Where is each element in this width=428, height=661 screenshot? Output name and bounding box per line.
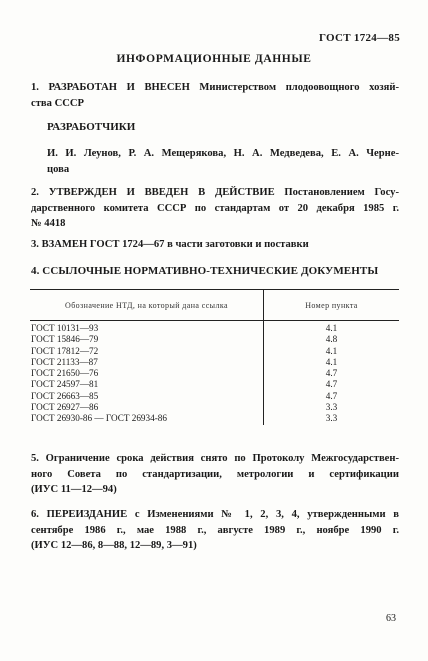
section-2 xyxy=(31,185,399,232)
document-cell: ГОСТ 26927—86 xyxy=(30,402,264,413)
section-1 xyxy=(31,80,399,111)
clause-cell: 3.3 xyxy=(325,402,338,413)
table-row xyxy=(30,391,399,402)
developers-names xyxy=(47,146,399,177)
column-header-clause: Номер пункта xyxy=(264,290,400,321)
clause-cell: 4.8 xyxy=(325,334,338,345)
table-row xyxy=(30,368,399,379)
table-row xyxy=(30,379,399,390)
clause-cell: 4.7 xyxy=(325,390,338,401)
clause-cell: 4.7 xyxy=(325,379,338,390)
developers-line-1: И. И. Леунов, Р. А. Мещерякова, Н. А. Медведева, Е. А. Черне- xyxy=(47,148,399,159)
section-2-line-1: 2. УТВЕРЖДЕН И ВВЕДЕН В ДЕЙСТВИЕ Постановлением Госу- xyxy=(31,187,399,198)
document-cell: ГОСТ 26663—85 xyxy=(30,391,264,402)
section-2-line-2: дарственного комитета СССР по стандартам от 20 декабря 1985 г. xyxy=(31,202,399,214)
table-row xyxy=(30,413,399,424)
clause-cell: 4.1 xyxy=(325,323,338,333)
clause-cell: 4.1 xyxy=(325,345,338,356)
document-cell: ГОСТ 26930-86 — ГОСТ 26934-86 xyxy=(30,413,264,424)
document-cell: ГОСТ 24597—81 xyxy=(30,379,264,390)
section-6 xyxy=(31,507,399,554)
clause-cell: 4.1 xyxy=(325,356,338,367)
document-cell: ГОСТ 15846—79 xyxy=(30,334,264,345)
page-number: 63 xyxy=(386,613,396,624)
section-5 xyxy=(31,451,399,498)
section-5-line-2: ного Совета по стандартизации, метрологии и сертификации xyxy=(31,468,399,480)
document-cell: ГОСТ 21650—76 xyxy=(30,368,264,379)
section-5-line-1: 5. Ограничение срока действия снято по Протоколу Межгосударствен- xyxy=(31,453,399,464)
section-6-line-2: сентябре 1986 г., мае 1988 г., августе 1989 г., ноябре 1990 г. xyxy=(31,524,399,536)
clause-cell: 4.7 xyxy=(325,368,338,379)
clause-cell: 3.3 xyxy=(325,413,338,424)
section-4-heading: 4. ССЫЛОЧНЫЕ НОРМАТИВНО-ТЕХНИЧЕСКИЕ ДОКУМЕНТЫ xyxy=(31,265,379,277)
developers-heading: РАЗРАБОТЧИКИ xyxy=(47,121,136,133)
document-cell: ГОСТ 17812—72 xyxy=(30,346,264,357)
document-cell: ГОСТ 10131—93 xyxy=(30,321,264,335)
section-3: 3. ВЗАМЕН ГОСТ 1724—67 в части заготовки и поставки xyxy=(31,239,309,250)
section-2-line-3: № 4418 xyxy=(31,218,66,229)
section-6-line-1: 6. ПЕРЕИЗДАНИЕ с Изменениями № 1, 2, 3, 4, утвержденными в xyxy=(31,509,399,520)
table-row xyxy=(30,402,399,413)
section-1-line-2: ства СССР xyxy=(31,97,84,109)
table-row xyxy=(30,357,399,368)
table-row xyxy=(30,346,399,357)
document-cell: ГОСТ 21133—87 xyxy=(30,357,264,368)
reference-table xyxy=(30,289,399,425)
section-5-line-3: (ИУС 11—12—94) xyxy=(31,484,117,495)
document-code: ГОСТ 1724—85 xyxy=(318,32,400,44)
developers-line-2: цова xyxy=(47,163,70,175)
page-title: ИНФОРМАЦИОННЫЕ ДАННЫЕ xyxy=(116,53,312,65)
table-row xyxy=(30,321,399,335)
section-6-line-3: (ИУС 12—86, 8—88, 12—89, 3—91) xyxy=(31,540,197,551)
table-row xyxy=(30,334,399,345)
column-header-document: Обозначение НТД, на который дана ссылка xyxy=(30,290,264,321)
section-1-line-1: 1. РАЗРАБОТАН И ВНЕСЕН Министерством плодоовощного хозяй- xyxy=(31,82,399,93)
